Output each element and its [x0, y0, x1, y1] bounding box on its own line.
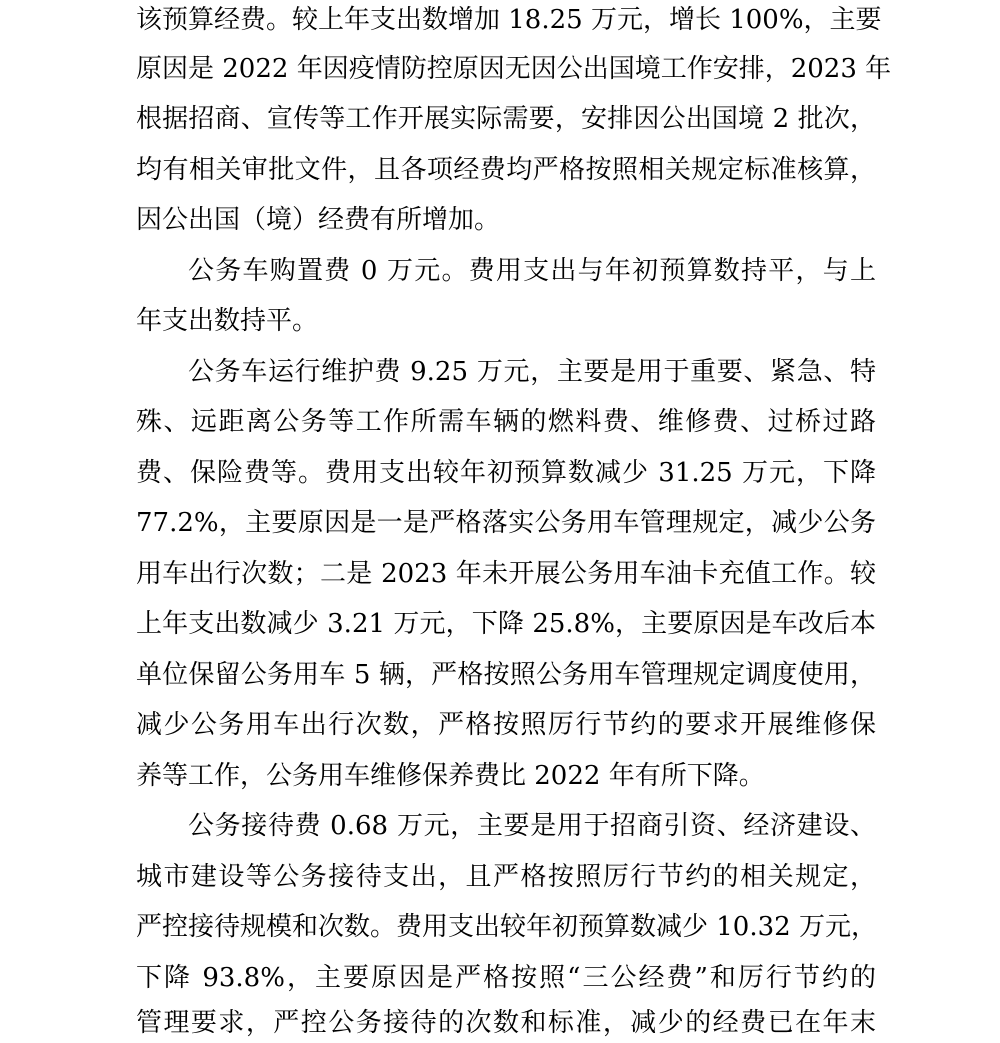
- text-line: 77.2%，主要原因是一是严格落实公务用车管理规定，减少公务: [136, 508, 876, 538]
- text-line: 该预算经费。较上年支出数增加 18.25 万元，增长 100%，主要: [136, 5, 882, 35]
- text-line: 养等工作，公务用车维修保养费比 2022 年有所下降。: [136, 761, 765, 791]
- text-line: 上年支出数减少 3.21 万元，下降 25.8%，主要原因是车改后本: [136, 609, 876, 639]
- text-line: 因公出国（境）经费有所增加。: [136, 205, 501, 235]
- paragraph-start-line: 公务车购置费 0 万元。费用支出与年初预算数持平，与上: [188, 256, 876, 286]
- text-line: 管理要求，严控公务接待的次数和标准，减少的经费已在年末: [136, 1008, 876, 1038]
- paragraph-start-line: 公务接待费 0.68 万元，主要是用于招商引资、经济建设、: [188, 811, 876, 841]
- text-line: 下降 93.8%，主要原因是严格按照“三公经费”和厉行节约的: [136, 963, 876, 993]
- text-line: 费、保险费等。费用支出较年初预算数减少 31.25 万元，下降: [136, 458, 876, 488]
- text-line: 殊、远距离公务等工作所需车辆的燃料费、维修费、过桥过路: [136, 407, 876, 437]
- text-line: 减少公务用车出行次数，严格按照厉行节约的要求开展维修保: [136, 710, 876, 740]
- text-line: 根据招商、宣传等工作开展实际需要，安排因公出国境 2 批次，: [136, 104, 876, 134]
- paragraph-start-line: 公务车运行维护费 9.25 万元，主要是用于重要、紧急、特: [188, 357, 876, 387]
- text-line: 严控接待规模和次数。费用支出较年初预算数减少 10.32 万元，: [136, 912, 877, 942]
- text-line: 均有相关审批文件，且各项经费均严格按照相关规定标准核算，: [136, 155, 876, 185]
- text-line: 用车出行次数；二是 2023 年未开展公务用车油卡充值工作。较: [136, 559, 876, 589]
- text-line: 城市建设等公务接待支出，且严格按照厉行节约的相关规定，: [136, 862, 876, 892]
- text-line: 年支出数持平。: [136, 306, 319, 336]
- text-line: 原因是 2022 年因疫情防控原因无因公出国境工作安排，2023 年: [136, 54, 892, 84]
- text-line: 单位保留公务用车 5 辆，严格按照公务用车管理规定调度使用，: [136, 660, 876, 690]
